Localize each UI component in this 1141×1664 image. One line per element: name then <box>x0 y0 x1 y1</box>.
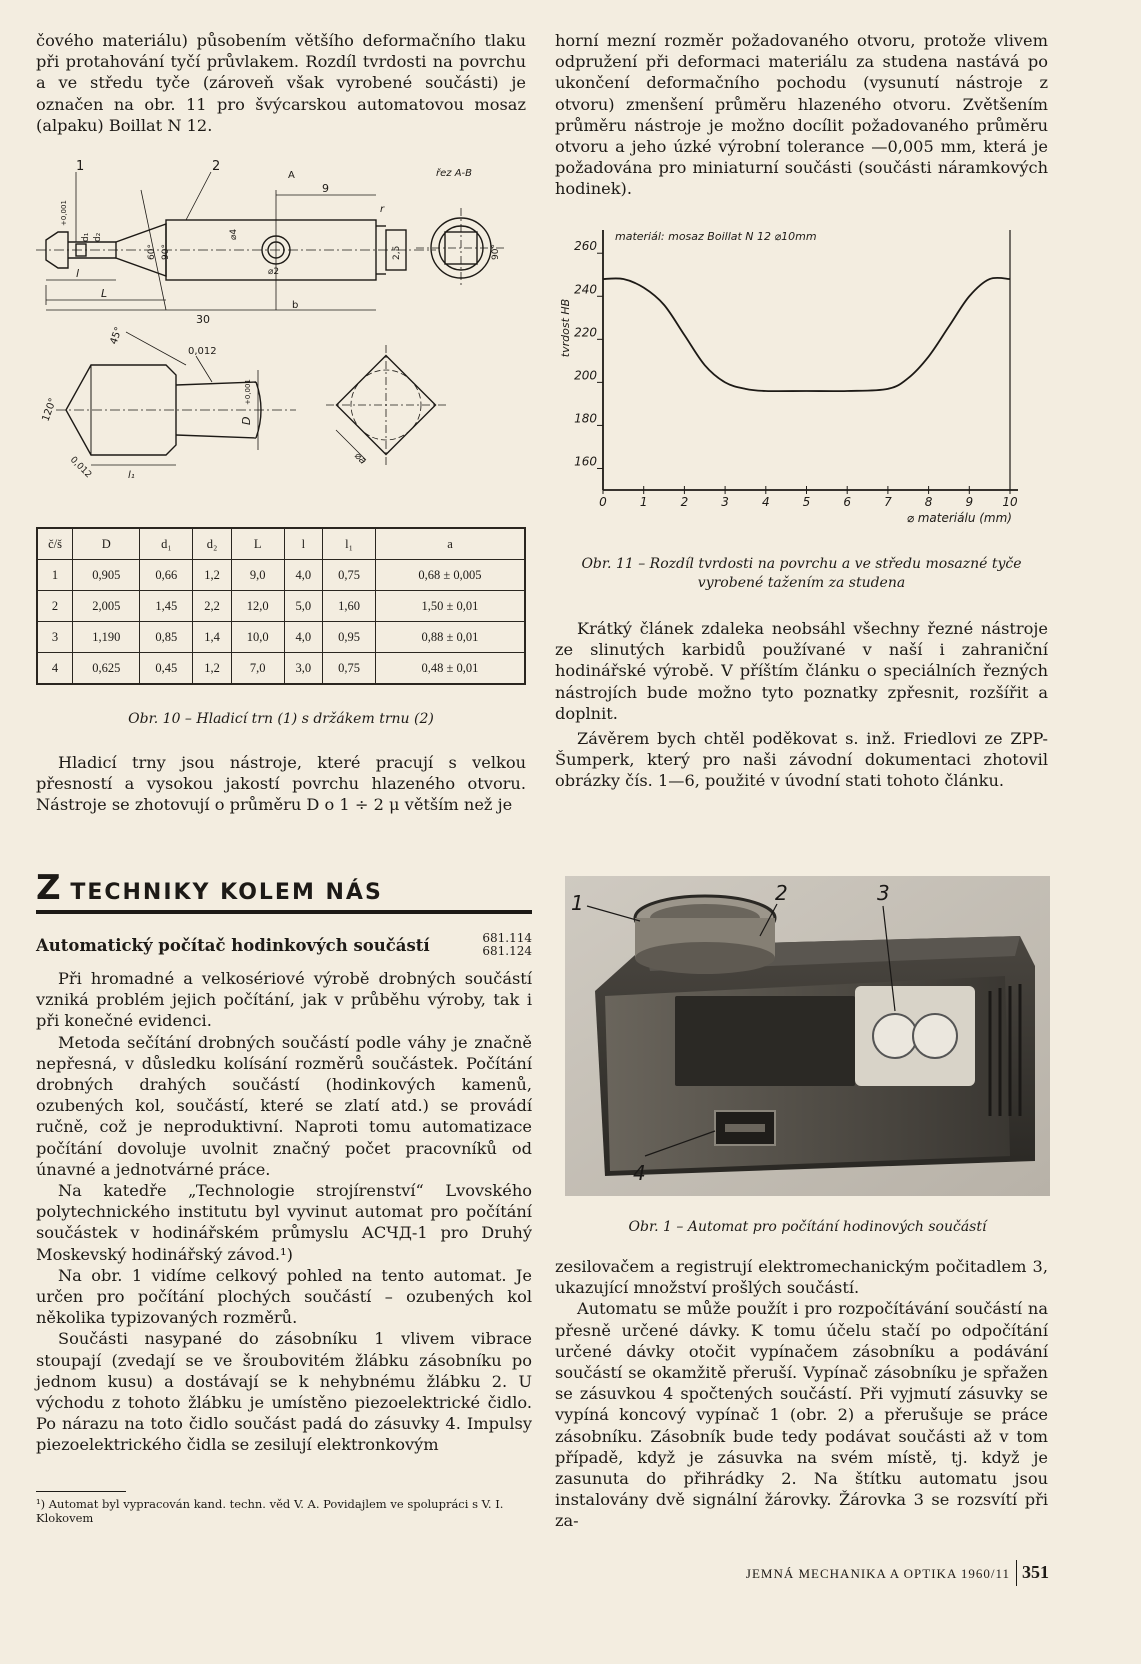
y-tick-label: 160 <box>574 454 597 469</box>
table-cell: 5,0 <box>284 591 322 622</box>
article-paragraph-1: Při hromadné a velkosériové výrobě drobných součástí vzniká problém jejich počítání, jak v průběhu výroby, tak i při konečné evidenci. <box>36 969 532 1031</box>
x-tick-label: 3 <box>721 495 729 509</box>
table-cell: 1,4 <box>193 622 231 653</box>
table-header-cell: a <box>375 528 525 560</box>
fig10-technical-drawing <box>36 160 526 520</box>
table-cell: 0,48 ± 0,01 <box>375 653 525 685</box>
x-tick-label: 5 <box>802 495 811 509</box>
x-tick-label: 7 <box>884 495 892 509</box>
fig10-radius-0012: 0,012 <box>67 455 94 481</box>
table-cell: 9,0 <box>231 560 284 591</box>
table-cell: 4,0 <box>284 622 322 653</box>
footnote: ¹) Automat byl vypracován kand. techn. věd V. A. Povidajlem ve spolupráci s V. I. Klokovem <box>36 1497 504 1525</box>
table-header-cell: D <box>73 528 140 560</box>
table-cell: 1,45 <box>140 591 193 622</box>
fig10-dim-D: D <box>240 416 253 425</box>
table-row <box>37 560 525 591</box>
table-header-cell: l₁ <box>323 528 376 560</box>
x-tick-label: 6 <box>843 495 852 509</box>
table-cell: 2 <box>37 591 73 622</box>
x-axis-label: ⌀ materiálu (mm) <box>906 511 1012 525</box>
table-cell: 2,005 <box>73 591 140 622</box>
fig11-hardness-chart <box>555 218 1048 544</box>
table-cell: 4 <box>37 653 73 685</box>
table-header-cell: d₁ <box>140 528 193 560</box>
fig10-angle-120: 120° <box>40 396 60 424</box>
x-tick-label: 1 <box>639 495 648 509</box>
table-header-cell: l <box>284 528 322 560</box>
right-intro-paragraph: horní mezní rozměr požadovaného otvoru, protože vlivem odpružení při deformaci materiálu za studena nastává po ukončení deformačního pochodu (vysunutí nástroje z otvoru) zmenšení průměru hlazeného otvoru. Zvětšením průměru nástroje je možno docílit požadovaného průměru otvoru a jeho úzké výrobní tolerance —0,005 mm, která je požadována pro miniaturní součásti (součásti náramkových hodinek). <box>555 31 1048 199</box>
footnote-rule <box>36 1491 126 1492</box>
mandrel-paragraph: Hladicí trny jsou nástroje, které pracují s velkou přesností a vysokou jakostí povrchu hlazeného otvoru. Nástroje se zhotovují o průměru D o 1 ÷ 2 μ větším než je <box>36 753 526 815</box>
fig10-caption: Obr. 10 – Hladicí trn (1) s držákem trnu (2) <box>128 711 434 727</box>
fig10-angle-90: 90° <box>491 244 501 260</box>
y-tick-label: 180 <box>574 411 597 426</box>
y-tick-label: 200 <box>574 368 597 383</box>
table-cell: 0,95 <box>323 622 376 653</box>
right-bottom-body <box>555 1256 1048 1532</box>
right-bottom-paragraph-2: Automatu se může použít i pro rozpočítávání součástí na přesně určené dávky. K tomu účelu stačí po odpočítání určené dávky otočit vypínačem zásobníku a podávání součástí se okamžitě přeruší. Vypínač zásobníku je spřažen se zásuvkou 4 spočtených součástí. Při vyjmutí zásuvky se vypíná koncový vypínač 1 (obr. 2) a přerušuje se práce zásobníku. Zásobník bude tedy podávat součásti až v tom případě, když je zásuvka na svém místě, tj. když je zasunuta do přihrádky 2. Na štítku automatu jsou instalovány dvě signální žárovky. Žárovka 3 se rozsvítí při za- <box>555 1299 1048 1531</box>
fig10-dim-9: 9 <box>322 182 329 195</box>
article-title: Automatický počítač hodinkových součástí <box>36 936 430 955</box>
udc-code-2: 681.124 <box>482 944 532 958</box>
fig10-dim-da: ⌀a <box>351 450 369 467</box>
table-row <box>37 591 525 622</box>
photo-caption: Obr. 1 – Automat pro počítání hodinových součástí <box>628 1219 987 1235</box>
y-axis-label: tvrdost HB <box>559 298 572 358</box>
fig11-caption-line1: Obr. 11 – Rozdíl tvrdosti na povrchu a ve středu mosazné tyče <box>581 556 1022 572</box>
y-tick-label: 220 <box>574 325 597 340</box>
journal-footer: JEMNÁ MECHANIKA A OPTIKA 1960/11 <box>745 1566 1010 1581</box>
dimensions-table <box>36 527 526 685</box>
table-header-cell: d₂ <box>193 528 231 560</box>
section-heading <box>36 868 536 908</box>
fig10-dim-0012: 0,012 <box>188 346 217 357</box>
table-row <box>37 622 525 653</box>
table-cell: 0,625 <box>73 653 140 685</box>
x-tick-label: 0 <box>599 495 607 509</box>
conclusion-paragraph-1: Krátký článek zdaleka neobsáhl všechny řezné nástroje ze slinutých karbidů používané v naší i zahraniční hodinářské výrobě. V příštím článku o speciálních řezných nástrojích bude možno tyto poznatky zpřesnit, rozšířit a doplnit. <box>555 619 1048 723</box>
table-cell: 7,0 <box>231 653 284 685</box>
section-rule <box>36 910 532 914</box>
chart-title: materiál: mosaz Boillat N 12 ⌀10mm <box>615 230 817 243</box>
x-tick-label: 8 <box>924 495 933 509</box>
intro-paragraph: čového materiálu) působením většího deformačního tlaku při protahování tyčí průvlakem. Rozdíl tvrdosti na povrchu a ve středu tyče (zároveň však vyrobené součásti) je označen na obr. 11 pro švýcarskou automatovou mosaz (alpaku) Boillat N 12. <box>36 31 526 135</box>
table-cell: 1,2 <box>193 653 231 685</box>
table-cell: 4,0 <box>284 560 322 591</box>
table-cell: 0,66 <box>140 560 193 591</box>
photo-label-1: 1 <box>571 891 584 915</box>
table-cell: 0,68 ± 0,005 <box>375 560 525 591</box>
x-tick-label: 2 <box>680 495 689 509</box>
right-bottom-paragraph-1: zesilovačem a registrují elektromechanickým počitadlem 3, ukazující množství prošlých součástí. <box>555 1257 1048 1298</box>
section-heading-rest: TECHNIKY KOLEM NÁS <box>60 880 383 905</box>
table-cell: 12,0 <box>231 591 284 622</box>
y-tick-label: 240 <box>574 282 597 297</box>
article-paragraph-3: Na katedře „Technologie strojírenství“ Lvovského polytechnického institutu byl vyvinut automat pro počítání součástek v hodinářském průmyslu АСЧД-1 pro Druhý Moskevský hodinářský závod.¹) <box>36 1181 532 1264</box>
fig10-dim-d1: d₁ <box>81 232 91 242</box>
table-cell: 1,2 <box>193 560 231 591</box>
fig10-label-1: 1 <box>76 160 85 174</box>
hardness-series-line <box>603 278 1010 391</box>
photo-label-3: 3 <box>877 881 890 905</box>
udc-code-1: 681.114 <box>482 931 532 945</box>
x-tick-label: 10 <box>1002 495 1018 509</box>
fig10-label-r: r <box>380 204 385 215</box>
section-heading-initial: Z <box>36 868 61 908</box>
conclusion-paragraph-2: Závěrem bych chtěl poděkovat s. inž. Friedlovi ze ZPP-Šumperk, který pro naši závodní dokumentaci zhotovil obrázky čís. 1—6, použité v úvodní stati tohoto článku. <box>555 729 1048 791</box>
photo-label-4: 4 <box>633 1161 646 1185</box>
fig10-section-label: řez A-B <box>436 168 473 179</box>
fig11-caption-line2: vyrobené tažením za studena <box>697 575 906 591</box>
footer-divider <box>1016 1560 1017 1586</box>
fig10-dim-30: 30 <box>196 313 210 326</box>
counting-machine-photo <box>565 876 1050 1196</box>
table-header-cell: č/š <box>37 528 73 560</box>
fig10-dim-l1: l₁ <box>128 470 135 481</box>
table-cell: 1,190 <box>73 622 140 653</box>
photo-label-2: 2 <box>775 881 788 905</box>
table-header-row <box>37 528 525 560</box>
table-cell: 0,905 <box>73 560 140 591</box>
fig10-dim-tol: +0,001 <box>60 200 68 226</box>
page-number: 351 <box>1022 1562 1049 1582</box>
table-header-cell: L <box>231 528 284 560</box>
fig10-dim-25: 2,5 <box>392 245 402 260</box>
article-paragraph-2: Metoda sečítání drobných součástí podle váhy je značně nepřesná, v důsledku kolísání rozměrů součástek. Počítání drobných drahých součástí (hodinkových kamenů, ozubených kol, součástí, které se zlatí atd.) se provádí ručně, což je neproduktivní. Naproti tomu automatizace počítání dovoluje uvolnit značný počet pracovníků od únavné a jednotvárné práce. <box>36 1032 532 1179</box>
table-cell: 0,45 <box>140 653 193 685</box>
fig10-dim-d4: ⌀4 <box>229 228 239 240</box>
udc-codes <box>470 932 532 958</box>
table-cell: 0,75 <box>323 653 376 685</box>
table-cell: 3 <box>37 622 73 653</box>
fig10-label-B: b <box>292 300 299 311</box>
y-tick-label: 260 <box>574 239 597 254</box>
fig10-dim-l: l <box>76 267 80 280</box>
table-cell: 0,85 <box>140 622 193 653</box>
table-cell: 0,75 <box>323 560 376 591</box>
x-tick-label: 4 <box>761 495 770 509</box>
table-cell: 10,0 <box>231 622 284 653</box>
fig10-label-2: 2 <box>212 160 221 174</box>
fig10-label-A: A <box>288 170 295 181</box>
fig10-angle-60: 60° <box>147 244 157 260</box>
fig10-dim-d2b: d₂ <box>93 232 103 242</box>
fig10-dim-L: L <box>101 287 108 300</box>
article-paragraph-5: Součásti nasypané do zásobníku 1 vlivem vibrace stoupají (zvedají se ve šroubovitém žlábku zásobníku po jednom kusu) a dostávají se k nehybnému žlábku 2. U východu z tohoto žlábku je umístěno piezoelektrické čidlo. Po nárazu na toto čidlo součást padá do zásuvky 4. Impulsy piezoelektrického čidla se zesilují elektronkovým <box>36 1329 532 1455</box>
table-cell: 0,88 ± 0,01 <box>375 622 525 653</box>
x-tick-label: 9 <box>965 495 974 509</box>
table-cell: 1,60 <box>323 591 376 622</box>
fig10-angle-45: 45° <box>108 325 125 347</box>
article-body <box>36 968 532 1456</box>
article-paragraph-4: Na obr. 1 vidíme celkový pohled na tento automat. Je určen pro počítání plochých součástí – ozubených kol několika typizovaných rozměrů. <box>36 1265 532 1328</box>
table-cell: 3,0 <box>284 653 322 685</box>
table-row <box>37 653 525 685</box>
table-cell: 1,50 ± 0,01 <box>375 591 525 622</box>
fig10-dim-d2: ⌀2 <box>268 267 280 277</box>
fig10-angle-90b: 90° <box>161 244 171 260</box>
table-cell: 2,2 <box>193 591 231 622</box>
fig10-dim-dtol: +0,001 <box>244 379 252 405</box>
table-cell: 1 <box>37 560 73 591</box>
